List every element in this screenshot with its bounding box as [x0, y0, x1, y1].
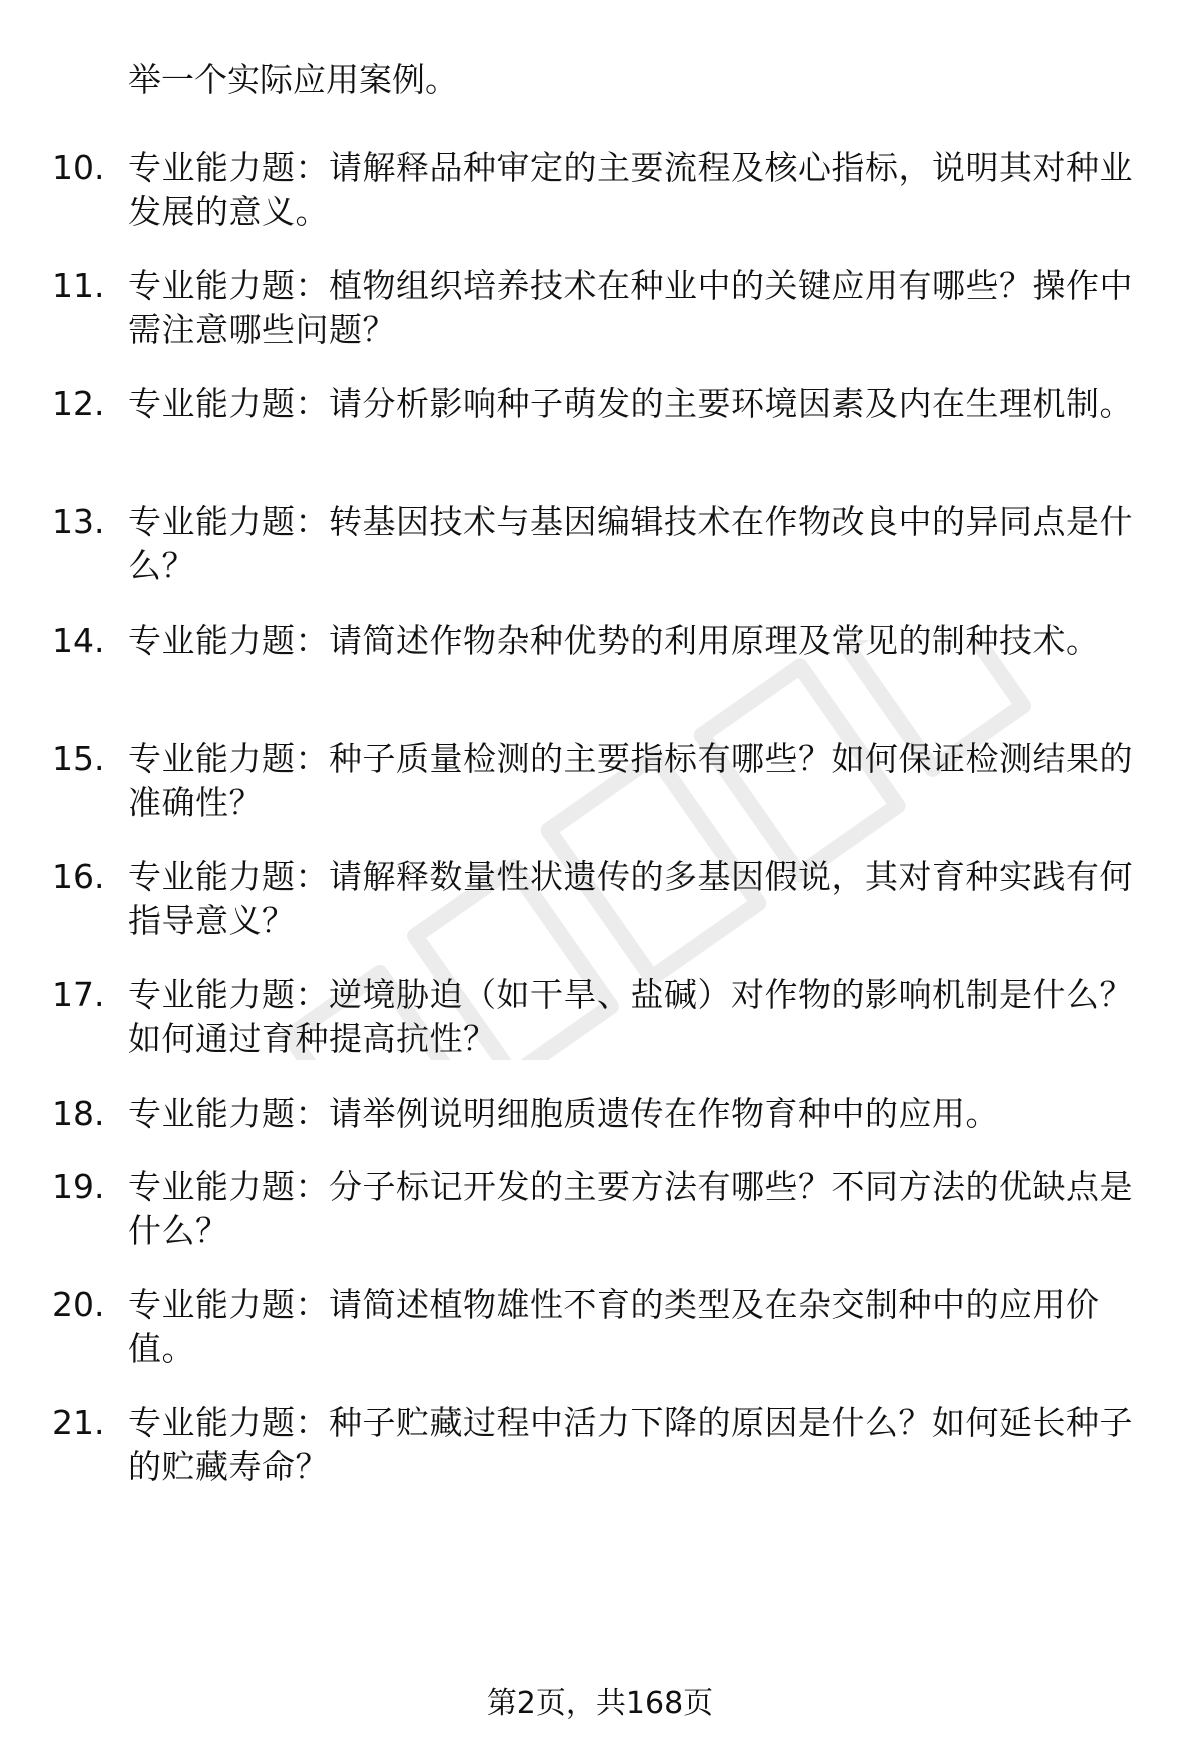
question-text: 专业能力题：请分析影响种子萌发的主要环境因素及内在生理机制。: [128, 384, 1133, 423]
question-text: 专业能力题：请解释品种审定的主要流程及核心指标，说明其对种业发展的意义。: [128, 148, 1133, 231]
question-number: 21.: [52, 1403, 105, 1442]
question-number: 13.: [52, 502, 105, 541]
question-text: 专业能力题：请简述植物雄性不育的类型及在杂交制种中的应用价值。: [128, 1285, 1100, 1368]
question-text: 专业能力题：请举例说明细胞质遗传在作物育种中的应用。: [128, 1094, 999, 1133]
question-number: 15.: [52, 739, 105, 778]
question-number: 12.: [52, 384, 105, 423]
question-text: 专业能力题：植物组织培养技术在种业中的关键应用有哪些？操作中需注意哪些问题？: [128, 266, 1133, 349]
continuation-text: 举一个实际应用案例。: [128, 60, 458, 99]
question-number: 19.: [52, 1167, 105, 1206]
question-number: 20.: [52, 1285, 105, 1324]
question-text: 专业能力题：转基因技术与基因编辑技术在作物改良中的异同点是什么？: [128, 502, 1133, 585]
question-number: 11.: [52, 266, 105, 305]
question-number: 18.: [52, 1094, 105, 1133]
question-text: 专业能力题：种子贮藏过程中活力下降的原因是什么？如何延长种子的贮藏寿命？: [128, 1403, 1133, 1486]
question-text: 专业能力题：请简述作物杂种优势的利用原理及常见的制种技术。: [128, 621, 1100, 660]
question-text: 专业能力题：逆境胁迫（如干旱、盐碱）对作物的影响机制是什么？如何通过育种提高抗性？: [128, 975, 1133, 1058]
page-footer: 第2页，共168页: [486, 1686, 714, 1721]
question-text: 专业能力题：请解释数量性状遗传的多基因假说，其对育种实践有何指导意义？: [128, 857, 1133, 940]
question-number: 17.: [52, 975, 105, 1014]
question-text: 专业能力题：分子标记开发的主要方法有哪些？不同方法的优缺点是什么？: [128, 1167, 1133, 1250]
question-text: 专业能力题：种子质量检测的主要指标有哪些？如何保证检测结果的准确性？: [128, 739, 1133, 822]
question-number: 16.: [52, 857, 105, 896]
question-number: 10.: [52, 148, 105, 187]
question-number: 14.: [52, 621, 105, 660]
